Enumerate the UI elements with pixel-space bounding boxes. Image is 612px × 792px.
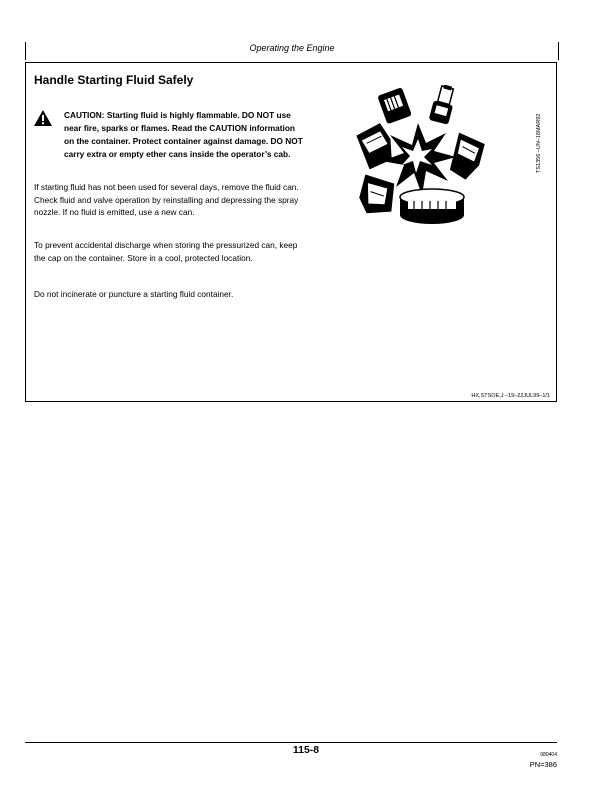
pn-number: PN=386 [529, 760, 557, 769]
paragraph-check-fluid: If starting fluid has not been used for several days, remove the fluid can. Check fluid and valve operation by reinstalling and depressing the spray nozzle. If no fluid is emitted, use a new can. [34, 182, 299, 217]
reference-code: HX,STSOE,J –19–22JUL99–1/1 [471, 393, 550, 399]
document-date-code: 080404 [540, 752, 557, 758]
figure-code: TS1356 –UN–18MAR92 [536, 113, 542, 173]
section-title: Operating the Engine [249, 43, 335, 53]
paragraph-storage: To prevent accidental discharge when storing the pressurized can, keep the cap on the container. Store in a cool, protected location. [34, 240, 298, 263]
warning-triangle-icon [33, 109, 53, 127]
section-heading: Handle Starting Fluid Safely [34, 73, 194, 87]
page-number: 115-8 [292, 744, 320, 756]
caution-text: CAUTION: Starting fluid is highly flammable. DO NOT use near fire, sparks or flames. Read the CAUTION information on the container. Protect container against damage. DO NOT carry extra or empty ether cans inside the operator’s cab. [64, 110, 303, 159]
section-header [25, 42, 559, 60]
starting-fluid-explosion-illustration [356, 85, 486, 225]
footer-rule [25, 742, 557, 743]
paragraph-incinerate: Do not incinerate or puncture a starting fluid container. [34, 289, 234, 299]
content-box [25, 62, 557, 402]
